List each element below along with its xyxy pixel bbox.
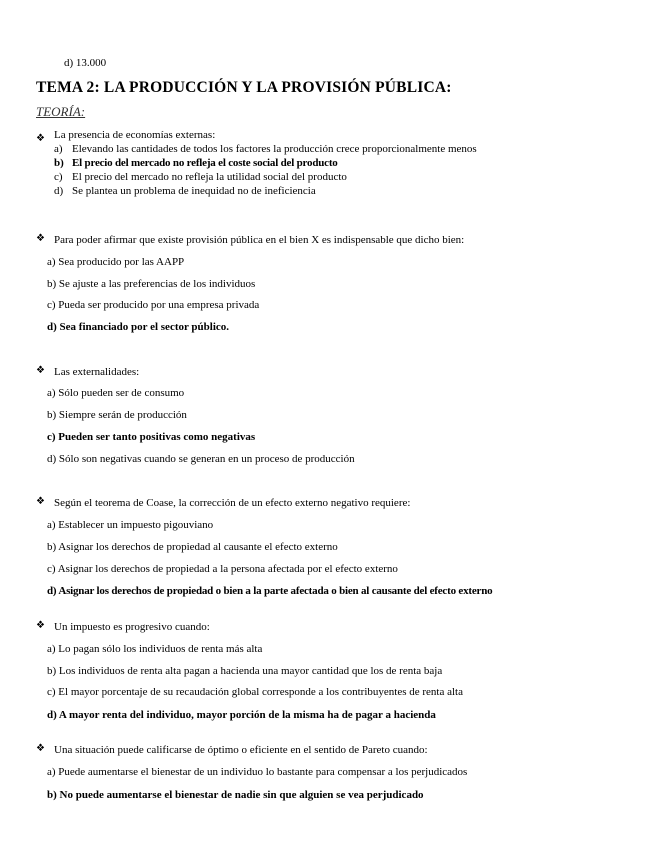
bullet-icon: ❖ (36, 233, 45, 244)
option-letter: d) (54, 185, 64, 197)
question-5-prompt: Un impuesto es progresivo cuando: (54, 621, 210, 633)
question-2-prompt: Para poder afirmar que existe provisión pública en el bien X es indispensable que dicho bien: (54, 234, 465, 246)
option-text: a) Sea producido por las AAPP (47, 256, 185, 268)
option-text: Se plantea un problema de inequidad no de ineficiencia (72, 185, 316, 197)
option-text: c) Pueda ser producido por una empresa privada (47, 299, 260, 311)
option-text: b) Se ajuste a las preferencias de los individuos (47, 278, 256, 290)
option-text: c) Asignar los derechos de propiedad a la persona afectada por el efecto externo (47, 563, 398, 575)
option-text: b) Siempre serán de producción (47, 409, 187, 421)
question-3-prompt: Las externalidades: (54, 366, 140, 378)
bullet-icon: ❖ (36, 620, 45, 631)
bullet-icon: ❖ (36, 365, 45, 376)
question-4-prompt: Según el teorema de Coase, la corrección de un efecto externo negativo requiere: (54, 497, 411, 509)
correct-option-text: b) No puede aumentarse el bienestar de nadie sin que alguien se vea perjudicado (47, 789, 424, 801)
question-1-prompt: La presencia de economías externas: (54, 129, 216, 141)
option-text: a) Puede aumentarse el bienestar de un individuo lo bastante para compensar a los perjudicados (47, 766, 468, 778)
page-title: TEMA 2: LA PRODUCCIÓN Y LA PROVISIÓN PÚBLICA: (36, 79, 452, 96)
question-6-prompt: Una situación puede calificarse de óptimo o eficiente en el sentido de Pareto cuando: (54, 744, 428, 756)
correct-option-text: d) Asignar los derechos de propiedad o bien a la parte afectada o bien al causante del efecto externo (47, 585, 493, 597)
option-letter: a) (54, 143, 63, 155)
correct-option-text: d) A mayor renta del individuo, mayor porción de la misma ha de pagar a hacienda (47, 709, 436, 721)
previous-answer: d) 13.000 (64, 57, 107, 69)
section-heading: TEORÍA: (36, 104, 86, 119)
correct-option-text: c) Pueden ser tanto positivas como negativas (47, 431, 256, 443)
bullet-icon: ❖ (36, 496, 45, 507)
option-text: Elevando las cantidades de todos los factores la producción crece proporcionalmente menos (72, 143, 477, 155)
option-text: b) Los individuos de renta alta pagan a hacienda una mayor cantidad que los de renta baja (47, 665, 443, 677)
option-text: a) Sólo pueden ser de consumo (47, 387, 185, 399)
option-letter: b) (54, 157, 64, 169)
correct-option-text: d) Sea financiado por el sector público. (47, 321, 230, 333)
option-letter: c) (54, 171, 63, 183)
option-text: d) Sólo son negativas cuando se generan en un proceso de producción (47, 453, 355, 465)
option-text: b) Asignar los derechos de propiedad al causante el efecto externo (47, 541, 338, 553)
option-text: c) El mayor porcentaje de su recaudación global corresponde a los contribuyentes de renta alta (47, 686, 463, 698)
bullet-icon: ❖ (36, 133, 45, 144)
correct-option-text: El precio del mercado no refleja el coste social del producto (72, 157, 338, 169)
question-1 (36, 128, 45, 146)
option-text: El precio del mercado no refleja la utilidad social del producto (72, 171, 347, 183)
bullet-icon: ❖ (36, 743, 45, 754)
option-text: a) Lo pagan sólo los individuos de renta más alta (47, 643, 263, 655)
option-text: a) Establecer un impuesto pigouviano (47, 519, 214, 531)
